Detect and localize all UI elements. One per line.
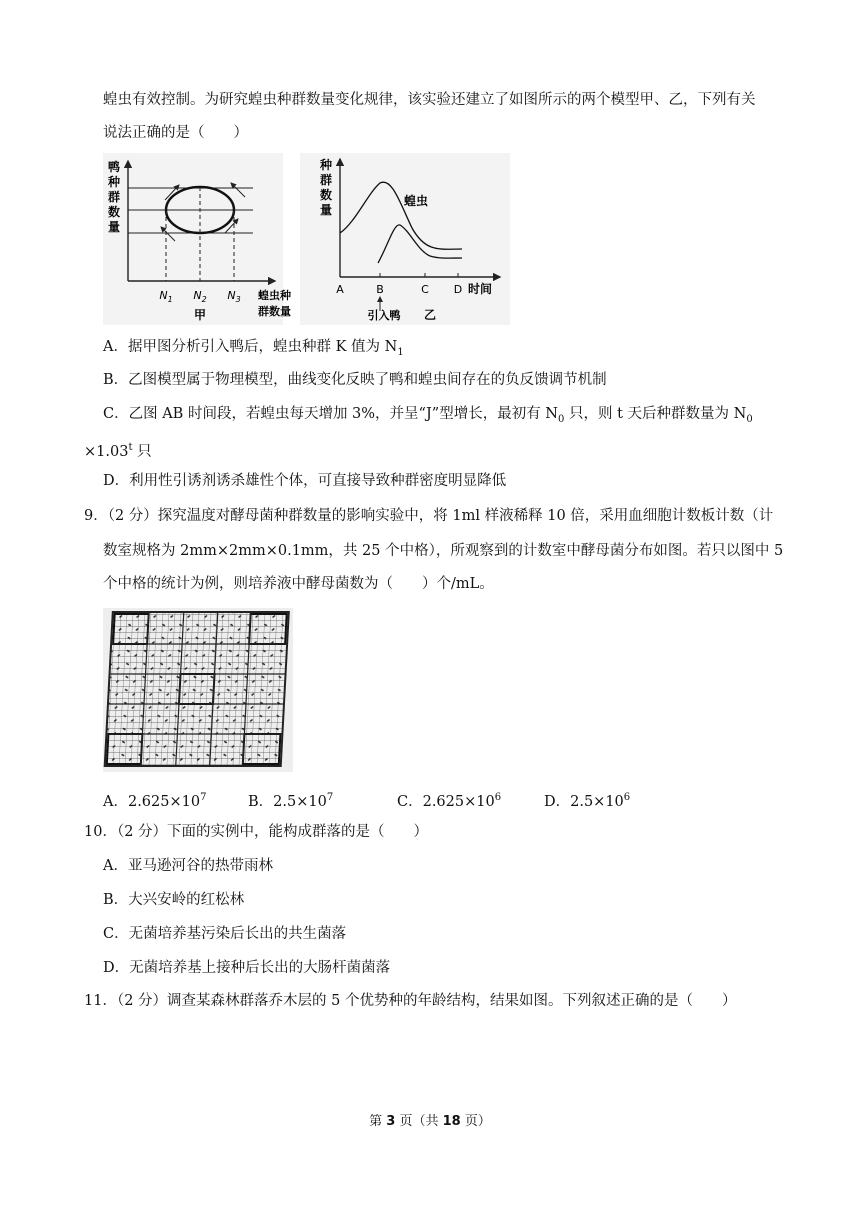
hemocytometer-figure — [103, 608, 293, 772]
q9-option-c[interactable]: C．$2.625\times 10^6$ — [397, 792, 502, 810]
q10-stem: 10．（2 分）下面的实例中，能构成群落的是（ ） — [84, 824, 429, 840]
jia-xlabel-1: 蝗虫种 — [258, 289, 291, 302]
q10-option-a[interactable]: A．亚马逊河谷的热带雨林 — [103, 858, 273, 874]
yi-ylabel — [319, 157, 332, 217]
yi-name: 乙 — [423, 308, 437, 322]
q8-stem-line1: 蝗虫有效控制。为研究蝗虫种群数量变化规律，该实验还建立了如图所示的两个模型甲、乙，下列有关 — [103, 92, 756, 108]
svg-text:种: 种 — [319, 158, 333, 172]
q8-option-c-cont: $\times 1.03^t$ 只 — [84, 442, 152, 460]
yi-tick-c: C — [421, 283, 429, 296]
q9-stem-line3: 个中格的统计为例，则培养液中酵母菌数为（ ）个/mL。 — [103, 576, 494, 592]
yi-tick-a: A — [336, 283, 344, 296]
q10-option-d[interactable]: D．无菌培养基上接种后长出的大肠杆菌菌落 — [103, 960, 391, 976]
yi-annotation: 引入鸭 — [367, 309, 401, 322]
q9-option-a[interactable]: A．$2.625\times 10^7$ — [103, 792, 207, 810]
svg-text:鸭: 鸭 — [107, 160, 121, 174]
jia-ylabel — [107, 159, 120, 234]
yi-tick-d: D — [453, 283, 463, 296]
svg-text:数: 数 — [319, 188, 333, 202]
svg-text:数: 数 — [107, 205, 121, 219]
q8-option-d[interactable]: D．利用性引诱剂诱杀雄性个体，可直接导致种群密度明显降低 — [103, 473, 507, 489]
svg-text:群: 群 — [319, 173, 333, 187]
svg-text:群: 群 — [107, 190, 121, 204]
q8-option-b[interactable]: B．乙图模型属于物理模型，曲线变化反映了鸭和蝗虫间存在的负反馈调节机制 — [103, 372, 607, 388]
jia-tick-n1: $N_1$ — [159, 289, 173, 304]
jia-tick-n2: $N_2$ — [193, 289, 207, 304]
q8-stem-line2: 说法正确的是（ ） — [103, 125, 248, 141]
svg-text:种: 种 — [107, 175, 121, 189]
svg-text:量: 量 — [107, 220, 121, 234]
svg-text:量: 量 — [319, 203, 333, 217]
page-footer: 第 3 页（共 18 页） — [369, 1114, 491, 1129]
figure-jia — [103, 153, 291, 325]
figure-yi — [300, 153, 510, 325]
jia-tick-n3: $N_3$ — [227, 289, 241, 304]
q9-option-d[interactable]: D．$2.5\times 10^6$ — [544, 792, 631, 810]
q9-option-b[interactable]: B．$2.5\times 10^7$ — [248, 792, 334, 810]
yi-xlabel: 时间 — [467, 282, 493, 296]
q8-option-a[interactable]: A．据甲图分析引入鸭后，蝗虫种群 K 值为 $N_1$ — [103, 339, 404, 358]
jia-name: 甲 — [193, 308, 207, 322]
jia-xlabel-2: 群数量 — [258, 305, 291, 318]
yi-curve-label: 蝗虫 — [404, 194, 429, 208]
q9-stem-line1: 9．（2 分）探究温度对酵母菌种群数量的影响实验中，将 1ml 样液稀释 10 倍，采用血细胞计数板计数（计 — [84, 508, 774, 524]
q9-stem-line2: 数室规格为 2mm×2mm×0.1mm，共 25 个中格），所观察到的计数室中酵母菌分布如图。若只以图中 5 — [103, 543, 784, 559]
q10-option-c[interactable]: C．无菌培养基污染后长出的共生菌落 — [103, 926, 347, 942]
q8-option-c[interactable]: C．乙图 AB 时间段，若蝗虫每天增加 3%，并呈“J”型增长，最初有 $N_0$ 只，则 t 天后种群数量为 $N_0$ — [103, 406, 753, 425]
q11-stem: 11．（2 分）调查某森林群落乔木层的 5 个优势种的年龄结构，结果如图。下列叙述正确的是（ ） — [84, 993, 737, 1009]
q10-option-b[interactable]: B．大兴安岭的红松林 — [103, 892, 245, 908]
yi-tick-b: B — [376, 283, 384, 296]
